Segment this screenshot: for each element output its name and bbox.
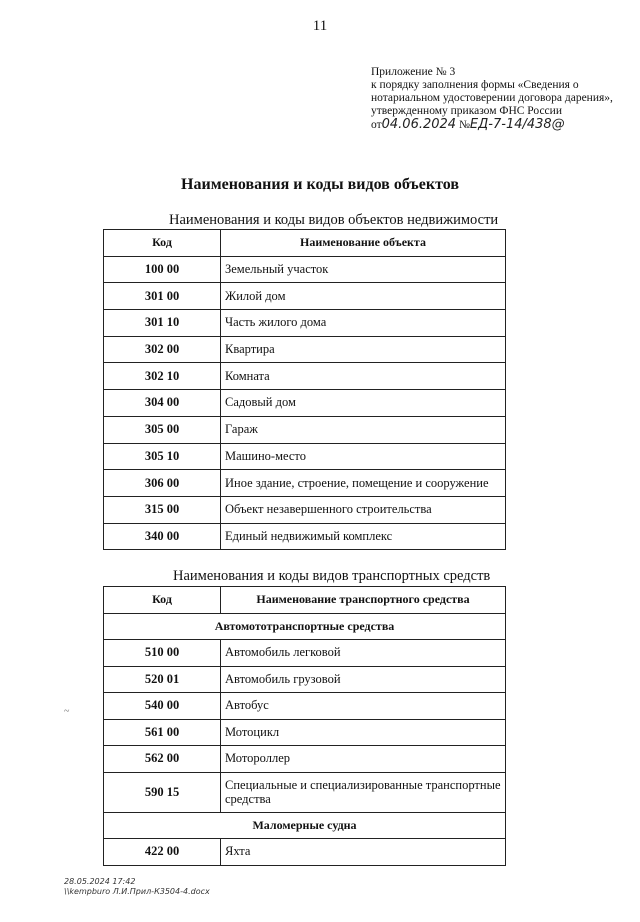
order-no-prefix: № (458, 119, 470, 131)
footer-timestamp: 28.05.2024 17:42 (64, 877, 136, 886)
page-number: 11 (312, 18, 328, 34)
row-name: Автобус (221, 693, 506, 720)
section-row (104, 812, 506, 839)
row-name: Мотороллер (221, 746, 506, 773)
row-code: 315 00 (104, 496, 221, 523)
order-date: 04.06.2024 (381, 117, 457, 132)
row-name: Жилой дом (221, 283, 506, 310)
table-row (104, 666, 506, 693)
table-header-row (104, 587, 506, 614)
table-row (104, 746, 506, 773)
table-row (104, 256, 506, 283)
row-code: 304 00 (104, 390, 221, 417)
row-code: 590 15 (104, 772, 221, 812)
table-row (104, 283, 506, 310)
section-heading-ships: Маломерные судна (104, 812, 506, 839)
table-row (104, 496, 506, 523)
column-header-code: Код (104, 230, 221, 257)
row-name: Часть жилого дома (221, 310, 506, 337)
real-estate-table (103, 229, 506, 550)
section-row (104, 613, 506, 640)
row-name: Гараж (221, 416, 506, 443)
row-name: Единый недвижимый комплекс (221, 523, 506, 550)
row-code: 510 00 (104, 640, 221, 667)
scan-mark: ~ (64, 706, 70, 717)
row-name: Специальные и специализированные транспортные средства (221, 772, 506, 812)
section-heading-auto: Автомототранспортные средства (104, 613, 506, 640)
real-estate-subtitle: Наименования и коды видов объектов недвижимости (169, 212, 499, 228)
row-name: Земельный участок (221, 256, 506, 283)
row-code: 302 00 (104, 336, 221, 363)
row-name: Автомобиль легковой (221, 640, 506, 667)
table-row (104, 772, 506, 812)
table-header-row (104, 230, 506, 257)
row-code: 561 00 (104, 719, 221, 746)
row-name: Иное здание, строение, помещение и сооружение (221, 470, 506, 497)
table-row (104, 416, 506, 443)
row-name: Мотоцикл (221, 719, 506, 746)
footer-filepath: \\kempburo Л.И.Прил-К3504-4.docx (64, 886, 210, 896)
row-code: 540 00 (104, 693, 221, 720)
table-row (104, 640, 506, 667)
annex-block (371, 66, 611, 132)
column-header-name: Наименование объекта (221, 230, 506, 257)
vehicles-table (103, 586, 506, 866)
table-row (104, 336, 506, 363)
row-code: 562 00 (104, 746, 221, 773)
annex-line: к порядку заполнения формы «Сведения о (371, 79, 579, 91)
column-header-name: Наименование транспортного средства (221, 587, 506, 614)
row-code: 305 10 (104, 443, 221, 470)
order-line (371, 118, 611, 132)
row-name: Комната (221, 363, 506, 390)
table-row (104, 693, 506, 720)
row-name: Яхта (221, 839, 506, 866)
row-name: Квартира (221, 336, 506, 363)
table-row (104, 363, 506, 390)
order-number: ЕД-7-14/438@ (469, 117, 565, 132)
annex-line: утвержденному приказом ФНС России (371, 105, 562, 117)
table-row (104, 390, 506, 417)
column-header-code: Код (104, 587, 221, 614)
row-code: 422 00 (104, 839, 221, 866)
table-row (104, 839, 506, 866)
page-title: Наименования и коды видов объектов (181, 176, 459, 193)
row-code: 301 00 (104, 283, 221, 310)
document-footer (64, 877, 210, 896)
row-code: 305 00 (104, 416, 221, 443)
row-name: Автомобиль грузовой (221, 666, 506, 693)
row-name: Садовый дом (221, 390, 506, 417)
row-code: 301 10 (104, 310, 221, 337)
row-name: Машино-место (221, 443, 506, 470)
row-name: Объект незавершенного строительства (221, 496, 506, 523)
row-code: 100 00 (104, 256, 221, 283)
row-code: 340 00 (104, 523, 221, 550)
vehicles-subtitle: Наименования и коды видов транспортных средств (173, 568, 491, 584)
row-code: 302 10 (104, 363, 221, 390)
table-row (104, 443, 506, 470)
annex-line: нотариальном удостоверении договора дарения», (371, 92, 613, 104)
row-code: 520 01 (104, 666, 221, 693)
table-row (104, 470, 506, 497)
order-prefix: от (371, 119, 382, 131)
annex-title: Приложение № 3 (371, 66, 456, 78)
row-code: 306 00 (104, 470, 221, 497)
table-row (104, 310, 506, 337)
table-row (104, 719, 506, 746)
table-row (104, 523, 506, 550)
